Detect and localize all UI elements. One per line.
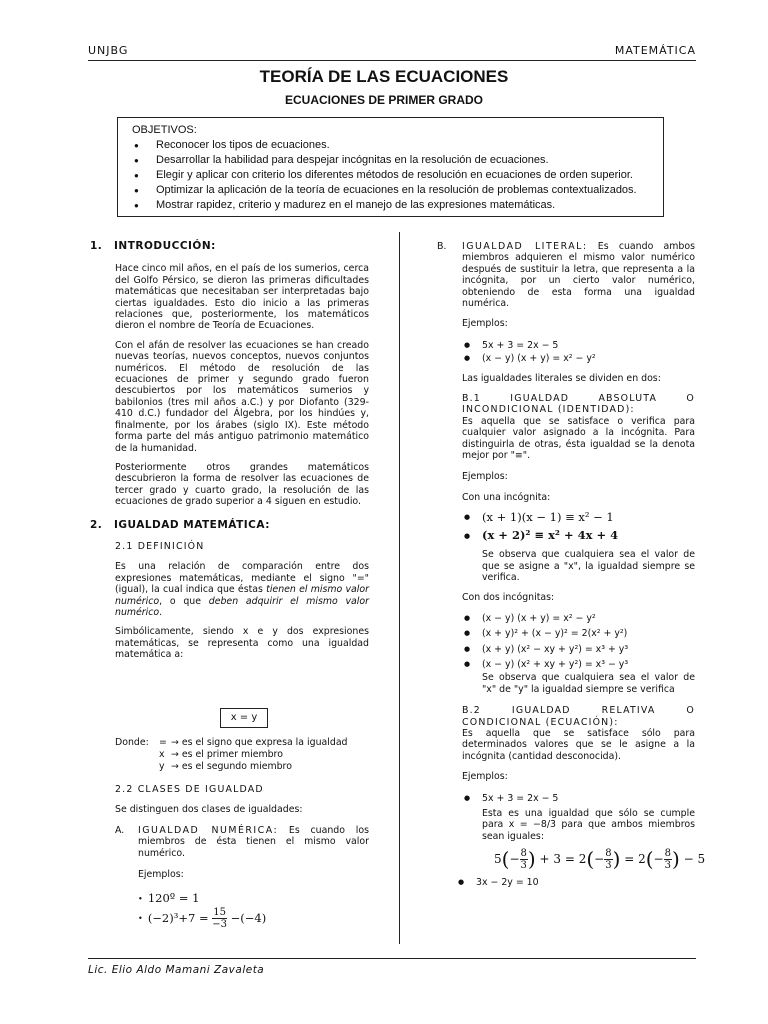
- objective-item: ● Mostrar rapidez, criterio y madurez en el manejo de las expresiones matemáticas.: [132, 198, 653, 213]
- def-text-italic-1: tienen el mismo valor numérico: [115, 584, 370, 607]
- def-text-c: , o que: [159, 595, 209, 607]
- symbolic-paragraph: Simbólicamente, siendo x e y dos expresiones matemáticas, se representa como una igualdad matemática a:: [115, 626, 369, 661]
- class-b-label: B.: [437, 241, 447, 252]
- header-rule: [88, 60, 696, 61]
- b2-example-2: ● 3x − 2y = 10: [456, 877, 695, 888]
- def-text-italic-2: deben adquirir el mismo valor numérico: [115, 595, 369, 618]
- class-a-example-2-left: (−2)³+7 =: [147, 910, 209, 925]
- fraction: [520, 848, 528, 871]
- objectives-list: [132, 138, 653, 213]
- fraction-denominator: −3: [212, 919, 227, 931]
- donde-text: → es el signo que expresa la igualdad: [171, 737, 348, 748]
- b2-note: Esta es una igualdad que sólo se cumple para x = −8/3 para que ambos miembros sean iguales:: [482, 808, 695, 842]
- b1-ejemplos: Ejemplos:: [462, 470, 508, 482]
- intro-paragraph-3: Posteriormente otros grandes matemáticos descubrieron la forma de resolver las ecuaciones de tercer grado y cuarto grado, la resolución de las ecuaciones de grado superior a 4 siguen en estudio.: [115, 461, 369, 508]
- b1-two-var-4: ● (x − y) (x² + xy + y²) = x³ − y³: [462, 659, 695, 670]
- objectives-heading: OBJETIVOS:: [132, 124, 197, 136]
- class-a-ejemplos: Ejemplos:: [138, 869, 184, 881]
- fraction-denominator: 3: [520, 860, 527, 872]
- b1-title: B.1 IGUALDAD ABSOLUTA O INCONDICIONAL (IDENTIDAD):: [462, 393, 695, 416]
- fraction-numerator: 8: [605, 848, 612, 860]
- header-left: UNJBG: [88, 44, 129, 57]
- section-2-title: IGUALDAD MATEMÁTICA:: [114, 518, 270, 531]
- b2-verification: 5(− $\frac{8}{3}$ ) + 3 = 2(− $\frac{8}{3}$ ) = 2(− $\frac{8}{3}$ ) − 5: [494, 847, 706, 872]
- b2-text: Es aquella que se satisface sólo para determinados valores que se le asigne a la incógnita (cantidad desconocida).: [462, 728, 695, 762]
- class-b-example-1: ● 5x + 3 = 2x − 5: [462, 340, 695, 351]
- class-b-title: IGUALDAD LITERAL:: [462, 241, 588, 252]
- section-2-number: 2.: [90, 518, 103, 531]
- class-b-description: Es cuando ambos miembros adquieren el mismo valor numérico después de sustituir la letra, que representa a la incógnita, por un cierto valor numérico, obteniendo de esta forma una igualdad numérica.: [462, 241, 695, 310]
- b1-two-var-1: ● (x − y) (x + y) = x² − y²: [462, 613, 695, 624]
- class-b-example-2: ● (x − y) (x + y) = x² − y²: [462, 353, 695, 364]
- class-a-title: IGUALDAD NUMÉRICA:: [138, 824, 279, 836]
- donde-block: [115, 737, 375, 773]
- definition-paragraph: [115, 561, 369, 618]
- b1-text: Es aquella que se satisface o verifica para cualquier valor asignado a la incógnita. Para distinguirla de otras, ésta igualdad se la denota mejor por "≡".: [462, 415, 695, 462]
- objectives-box: [117, 117, 664, 217]
- b1-con-una: Con una incógnita:: [462, 491, 551, 503]
- def-text-e: .: [159, 606, 163, 618]
- right-column: [437, 241, 706, 889]
- section-1-number: 1.: [90, 240, 103, 252]
- b1-two-var-2: ● (x + y)² + (x − y)² = 2(x² + y²): [462, 628, 695, 639]
- donde-symbol: =: [159, 737, 167, 748]
- objective-item: ● Elegir y aplicar con criterio los diferentes métodos de resolución en ecuaciones de orden superior.: [132, 168, 653, 183]
- section-1-heading: [90, 241, 370, 252]
- header-right: MATEMÁTICA: [614, 44, 696, 57]
- b1-con-dos: Con dos incógnitas:: [462, 592, 555, 604]
- fraction-numerator: 15: [213, 907, 226, 919]
- class-a-example-2: • (−2)³+7 = $\frac{15}{-3}$ −(−4): [138, 907, 267, 931]
- def-text-a: Es una relación de comparación entre dos expresiones matemáticas, mediante el signo "=" (igual), la cual indica que éstas: [115, 561, 369, 596]
- class-b-ejemplos: Ejemplos:: [462, 318, 508, 330]
- class-b-text: [462, 241, 695, 309]
- column-divider: [399, 232, 400, 944]
- b1-note-2: Se observa que cualquiera sea el valor de "x" de "y" la igualdad siempre se verifica: [482, 672, 695, 695]
- left-column-lower: [115, 737, 375, 930]
- classes-paragraph: Se distinguen dos clases de igualdades:: [115, 804, 303, 816]
- b2-title: B.2 IGUALDAD RELATIVA O CONDICIONAL (ECUACIÓN):: [462, 705, 695, 728]
- footer-author: Lic. Elio Aldo Mamani Zavaleta: [88, 964, 265, 976]
- fraction-numerator: 8: [664, 848, 671, 860]
- class-a-example-1-text: 120º = 1: [147, 891, 200, 906]
- class-a-block: [115, 825, 369, 930]
- class-b-block: [437, 241, 706, 889]
- intro-paragraph-1: Hace cinco mil años, en el país de los sumerios, cerca del Golfo Pérsico, se dieron las primeras dificultades matemáticas que necesitaban ser interpretadas bajo ciertas igualdades. Esto dio inicio a las primeras relaciones que, posteriormente, los matemáticos dieron el nombre de Teoría de Ecuaciones.: [115, 263, 369, 332]
- b2-example-1: ● 5x + 3 = 2x − 5: [462, 793, 695, 804]
- b1-identity-2: ● (x + 2)² ≡ x² + 4x + 4: [462, 530, 695, 541]
- donde-label: Donde:: [115, 737, 149, 748]
- donde-text: → es el primer miembro: [171, 749, 283, 760]
- b1-identity-1: ● (x + 1)(x − 1) ≡ x² − 1: [462, 512, 695, 523]
- b2-ejemplos: Ejemplos:: [462, 771, 508, 783]
- objective-item: ● Desarrollar la habilidad para despejar incógnitas en la resolución de ecuaciones.: [132, 153, 653, 168]
- donde-symbol: y: [159, 761, 165, 772]
- b1-note-1: Se observa que cualquiera sea el valor de que se asigne a "x", la igualdad siempre se verifica.: [482, 549, 695, 583]
- class-a-example-1: • 120º = 1: [138, 891, 200, 906]
- subsection-2-2-title: 2.2 CLASES DE IGUALDAD: [115, 784, 264, 795]
- class-b-divide-text: Las igualdades literales se dividen en dos:: [462, 372, 661, 384]
- footer-rule: [88, 958, 696, 959]
- objective-item: ● Reconocer los tipos de ecuaciones.: [132, 138, 653, 153]
- intro-paragraph-2: Con el afán de resolver las ecuaciones se han creado nuevas teorías, nuevos conceptos, nuevos conjuntos numéricos. El método de resolución de las ecuaciones de primer y segundo grado fueron descubiertos por los matemáticos sumerios y babilonios (tres mil años a.C.) y por Diofanto (329-410 d.C.) fundador del Álgebra, por los hindúes y, finalmente, por los árabes (siglo IX). Este método forma parte del más antiguo patrimonio matemático de la humanidad.: [115, 339, 369, 454]
- fraction-denominator: 3: [605, 860, 612, 872]
- fraction: [664, 848, 672, 871]
- section-1-title: INTRODUCCIÓN:: [114, 240, 216, 252]
- fraction-denominator: 3: [664, 860, 671, 872]
- class-a-example-2-fraction: [212, 907, 227, 930]
- class-a-label: A.: [115, 824, 125, 836]
- donde-text: → es el segundo miembro: [171, 761, 292, 772]
- left-column: [90, 241, 370, 661]
- b1-two-var-3: ● (x + y) (x² − xy + y²) = x³ + y³: [462, 644, 695, 655]
- donde-symbol: x: [159, 749, 165, 760]
- equality-box: x = y: [220, 708, 268, 728]
- class-a-text: [138, 825, 369, 859]
- class-a-description: Es cuando los miembros de ésta tienen el mismo valor numérico.: [138, 824, 369, 859]
- objective-item: ● Optimizar la aplicación de la teoría de ecuaciones en la resolución de problemas contextualizados.: [132, 183, 653, 198]
- fraction: [604, 848, 612, 871]
- class-a-example-2-right: −(−4): [230, 910, 267, 925]
- fraction-numerator: 8: [520, 848, 527, 860]
- section-2-heading: [90, 520, 370, 531]
- page-subtitle: ECUACIONES DE PRIMER GRADO: [284, 93, 484, 107]
- page-title: TEORÍA DE LAS ECUACIONES: [259, 67, 509, 86]
- subsection-2-1-title: 2.1 DEFINICIÓN: [115, 540, 205, 552]
